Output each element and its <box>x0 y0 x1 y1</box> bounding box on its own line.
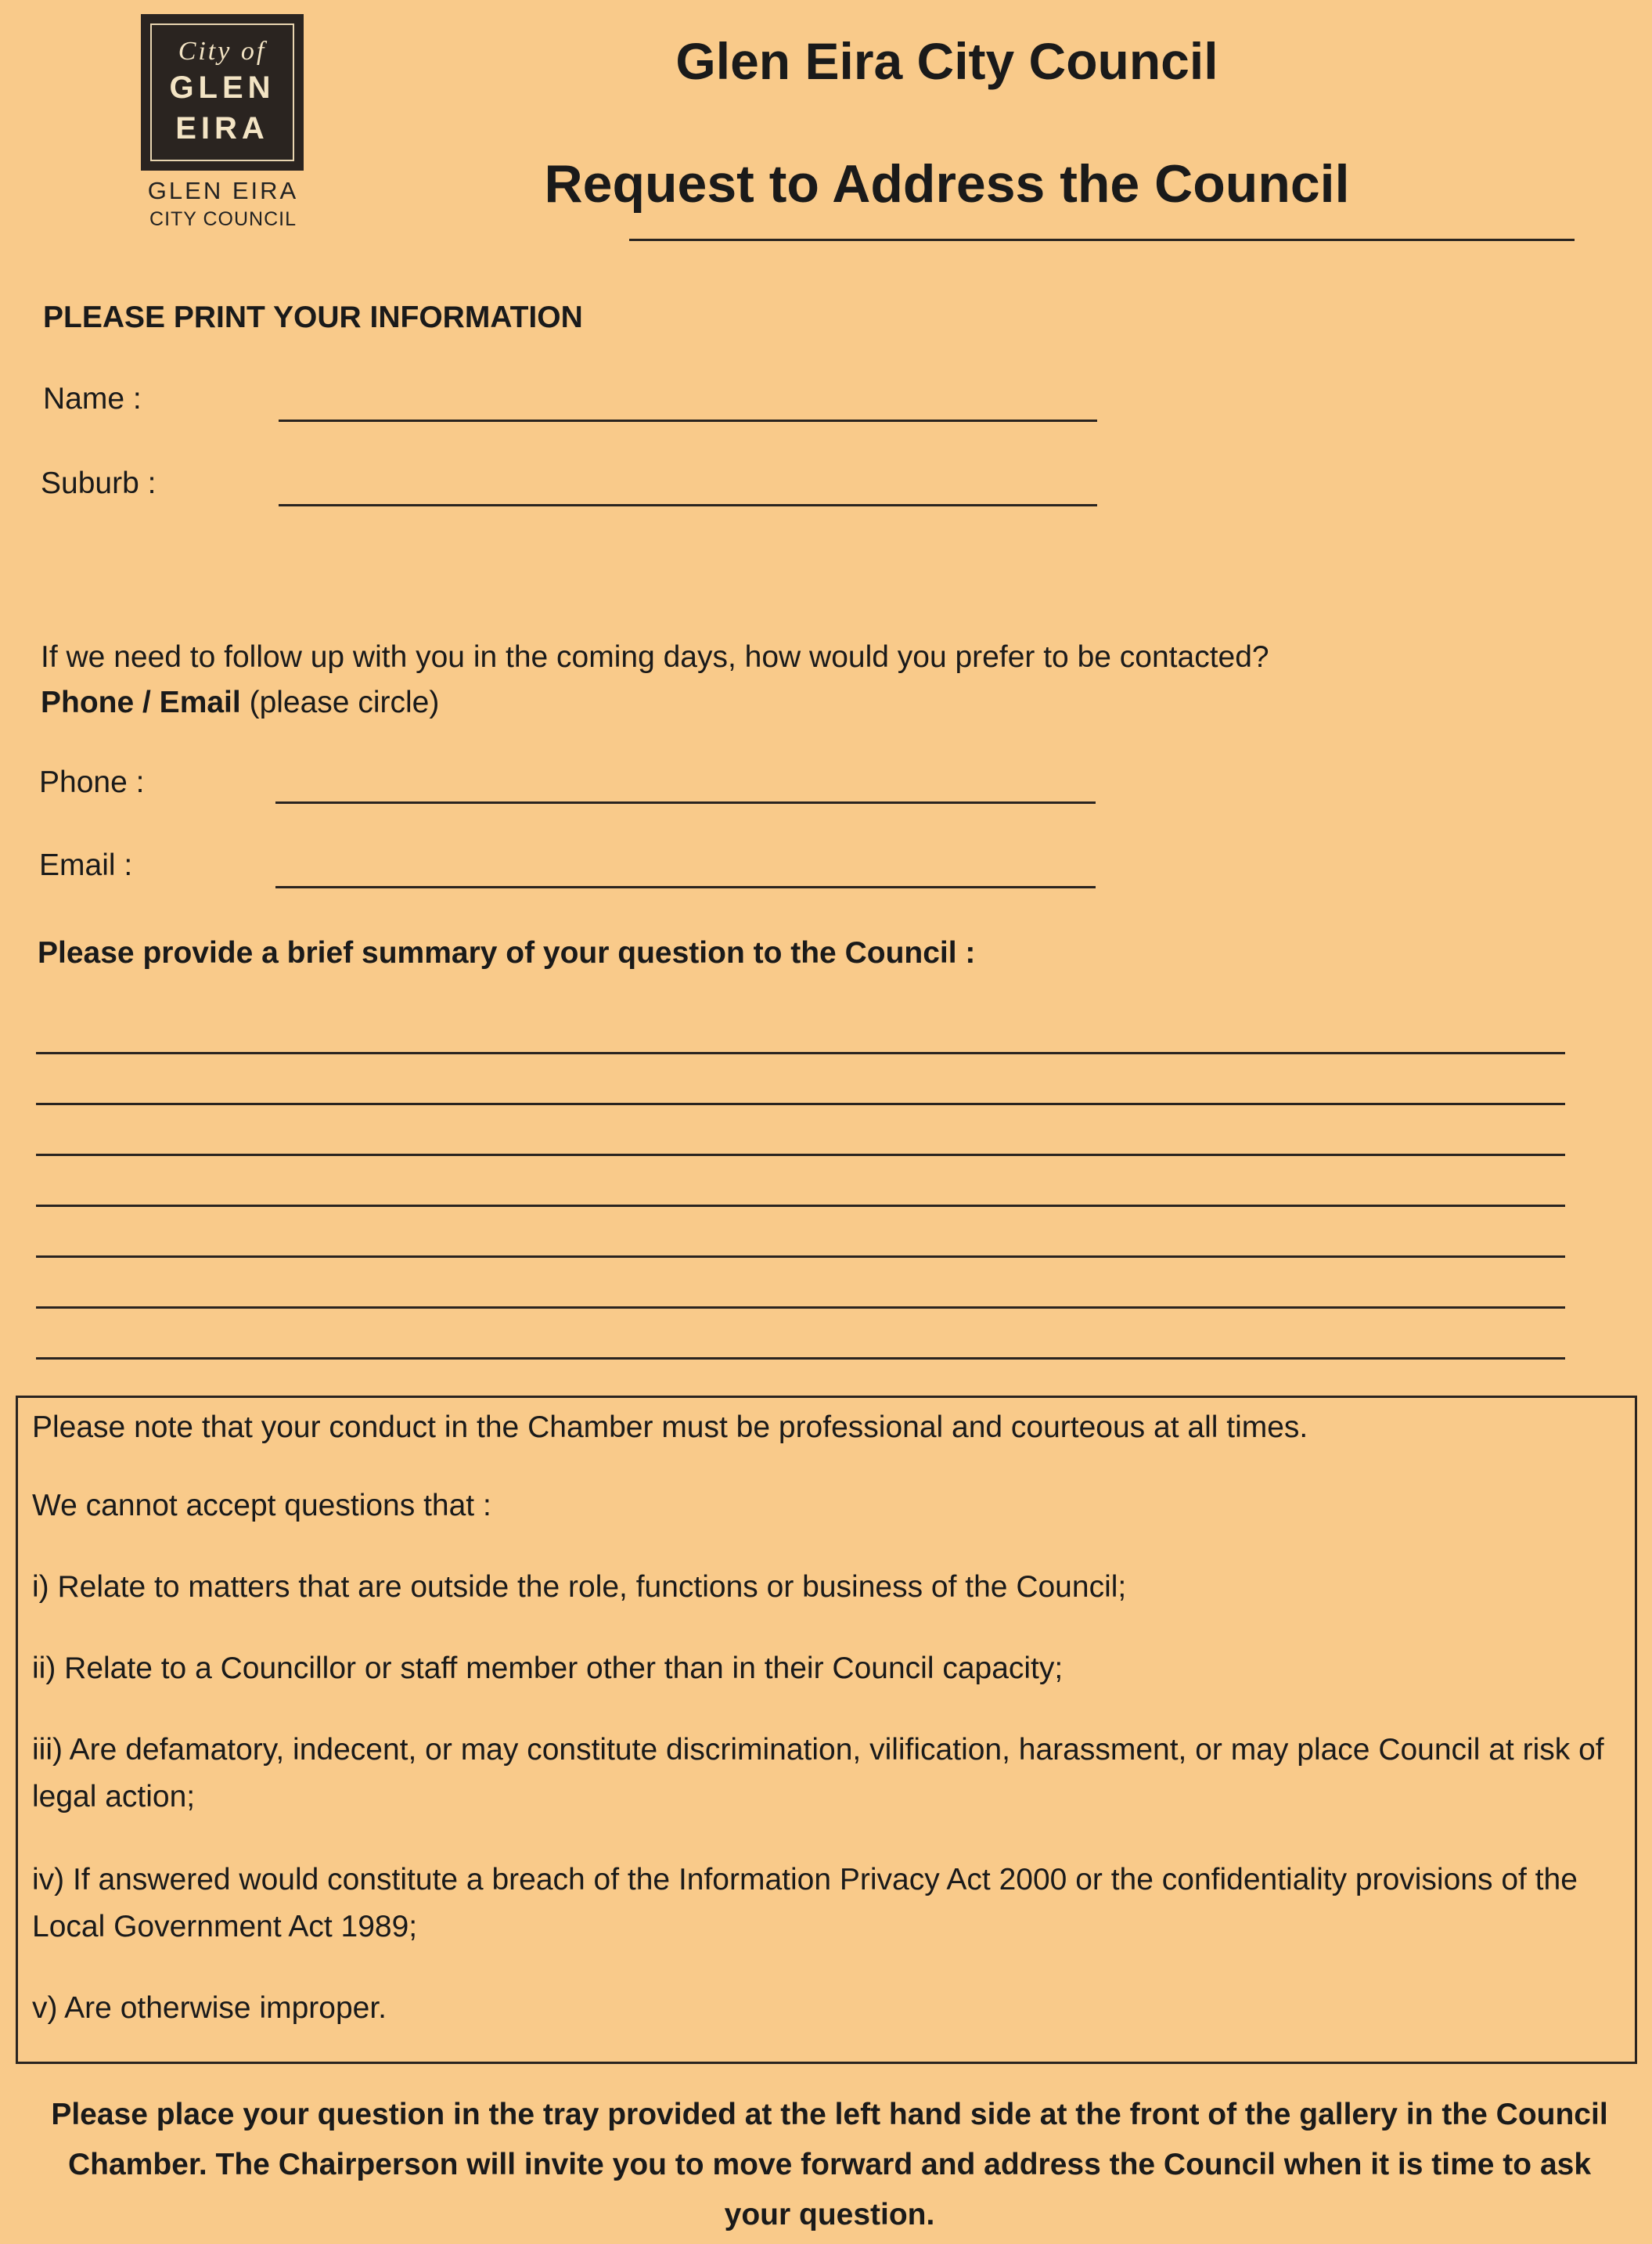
email-field-line[interactable] <box>275 886 1096 888</box>
restriction-item: iv) If answered would constitute a breach of the Information Privacy Act 2000 or the confidentiality provisions of the Local Government Act 1989; <box>32 1863 1578 1943</box>
logo-city-of: City of <box>178 37 267 66</box>
restriction-item: iii) Are defamatory, indecent, or may constitute discrimination, vilification, harassment, or may place Council at risk of legal action; <box>32 1733 1604 1814</box>
name-label: Name : <box>43 382 142 416</box>
print-info-heading: PLEASE PRINT YOUR INFORMATION <box>43 301 583 334</box>
logo-caption-line1: GLEN EIRA <box>147 177 299 204</box>
summary-line-6[interactable] <box>36 1306 1565 1309</box>
summary-line-5[interactable] <box>36 1255 1565 1258</box>
restriction-item: v) Are otherwise improper. <box>32 1991 387 2025</box>
logo-emblem <box>150 23 294 161</box>
email-label: Email : <box>39 848 133 882</box>
cannot-accept-intro: We cannot accept questions that : <box>32 1489 491 1522</box>
summary-line-7[interactable] <box>36 1357 1565 1360</box>
conduct-statement: Please note that your conduct in the Chamber must be professional and courteous at all times. <box>32 1410 1308 1444</box>
contact-options-choices[interactable]: Phone / Email <box>41 686 241 719</box>
summary-line-4[interactable] <box>36 1205 1565 1207</box>
name-field-line[interactable] <box>279 420 1097 422</box>
phone-label: Phone : <box>39 765 145 799</box>
restriction-item: ii) Relate to a Councillor or staff member other than in their Council capacity; <box>32 1651 1064 1685</box>
form-title: Request to Address the Council <box>544 154 1350 214</box>
council-logo <box>141 14 304 171</box>
logo-caption-line2: CITY COUNCIL <box>149 208 297 230</box>
phone-field-line[interactable] <box>275 801 1096 804</box>
council-name-heading: Glen Eira City Council <box>675 32 1218 90</box>
contact-preference-question: If we need to follow up with you in the coming days, how would you prefer to be contacted? <box>41 640 1269 674</box>
restriction-item: i) Relate to matters that are outside the role, functions or business of the Council; <box>32 1570 1127 1604</box>
suburb-field-line[interactable] <box>279 504 1097 506</box>
summary-heading: Please provide a brief summary of your question to the Council : <box>38 936 976 970</box>
summary-line-2[interactable] <box>36 1103 1565 1105</box>
conduct-notice-box <box>16 1396 1637 2064</box>
summary-line-3[interactable] <box>36 1154 1565 1156</box>
contact-options <box>41 684 439 722</box>
logo-glen: GLEN <box>169 70 275 105</box>
logo-eira: EIRA <box>175 111 269 146</box>
suburb-label: Suburb : <box>41 466 157 500</box>
summary-line-1[interactable] <box>36 1052 1565 1054</box>
contact-options-note: (please circle) <box>249 686 440 719</box>
title-underline <box>629 239 1575 241</box>
submission-instructions: Please place your question in the tray provided at the left hand side at the front of the gallery in the Council Chamber. The Chairperson will invite you to move forward and address the Council when it is time to ask your question. <box>51 2098 1608 2231</box>
